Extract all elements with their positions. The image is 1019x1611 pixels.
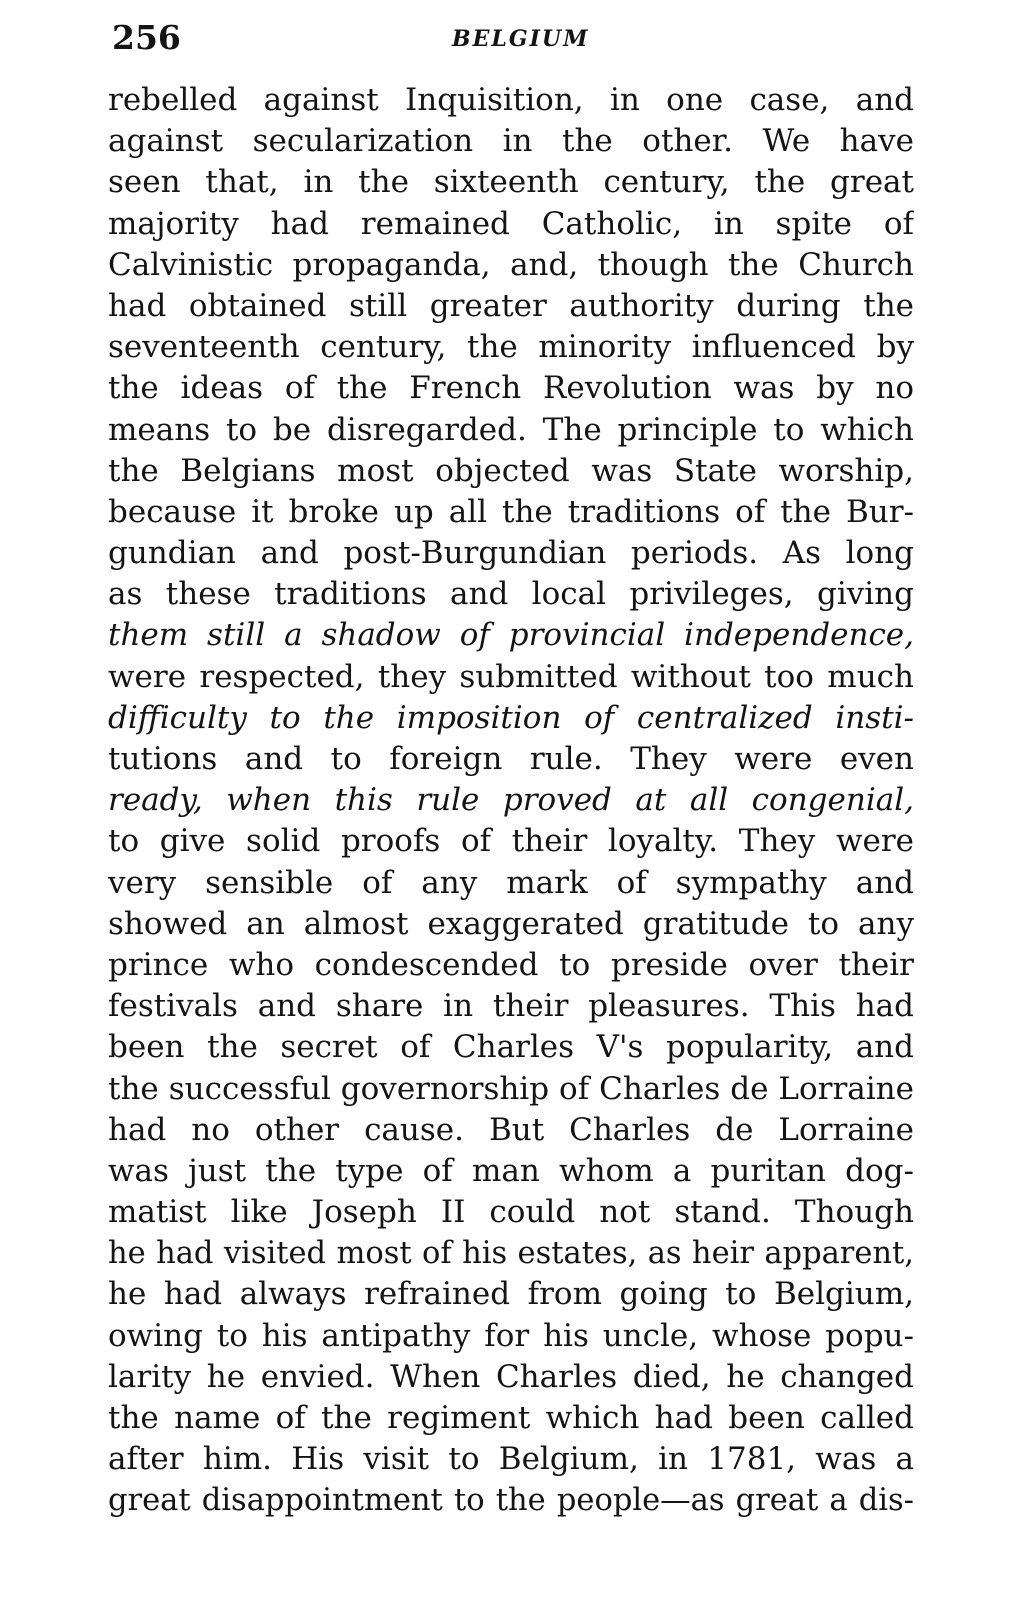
text-line: had no other cause. But Charles de Lorraine [108,1111,914,1148]
text-line: tutions and to foreign rule. They were even [108,741,914,777]
text-line: Calvinistic propaganda, and, though the Church [108,246,914,283]
page-number: 256 [112,18,181,57]
text-line: difficulty to the imposition of centralized insti- [108,699,914,736]
text-line: he had always refrained from going to Belgium, [108,1276,914,1313]
text-line: showed an almost exaggerated gratitude to any [108,905,914,942]
text-line: the Belgians most objected was State worship, [108,452,914,489]
text-line: majority had remained Catholic, in spite of [108,205,914,242]
text-line: gundian and post-Burgundian periods. As long [108,535,914,572]
body-text [108,80,914,1522]
text-line: the successful governorship of Charles de Lorraine [108,1070,914,1107]
text-line: the name of the regiment which had been called [108,1400,914,1436]
text-line: against secularization in the other. We have [108,123,914,160]
text-line: prince who condescended to preside over their [108,946,914,983]
text-line: larity he envied. When Charles died, he changed [108,1358,914,1395]
text-line: owing to his antipathy for his uncle, whose popu- [108,1317,914,1354]
text-line: as these traditions and local privileges, giving [108,576,914,613]
text-line: was just the type of man whom a puritan dog- [108,1152,914,1189]
text-line: he had visited most of his estates, as heir apparent, [108,1236,914,1272]
text-line: after him. His visit to Belgium, in 1781, was a [108,1441,914,1478]
text-line: seen that, in the sixteenth century, the great [108,164,914,201]
text-line: seventeenth century, the minority influenced by [108,329,914,366]
text-line: festivals and share in their pleasures. This had [108,988,914,1025]
text-line: been the secret of Charles V's popularity, and [108,1029,914,1066]
text-line: were respected, they submitted without too much [108,658,914,695]
text-line: had obtained still greater authority during the [108,287,914,324]
text-line: them still a shadow of provincial independence, [108,617,914,654]
text-line: the ideas of the French Revolution was by no [108,370,914,407]
text-line: ready, when this rule proved at all congenial, [108,782,914,819]
text-line: because it broke up all the traditions of the Bur- [108,493,914,530]
running-title: BELGIUM [452,26,590,52]
text-line: very sensible of any mark of sympathy and [108,864,914,901]
text-line: great disappointment to the people—as great a dis- [108,1483,914,1519]
text-line: matist like Joseph II could not stand. Though [108,1194,914,1231]
page-header [112,18,912,58]
text-line: rebelled against Inquisition, in one case, and [108,82,914,118]
text-line: to give solid proofs of their loyalty. They were [108,823,914,860]
text-line: means to be disregarded. The principle to which [108,411,914,448]
